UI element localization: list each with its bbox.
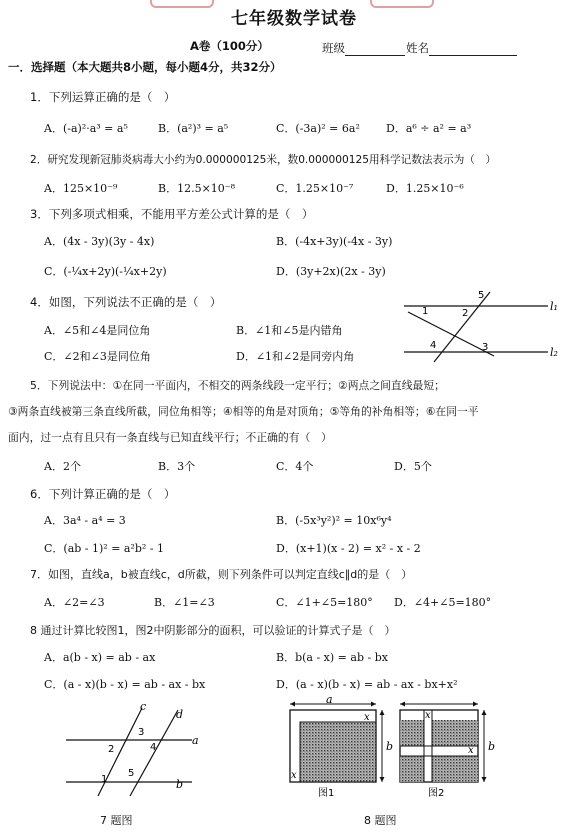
q3-option-d[interactable]: D．(3y+2x)(2x - 3y) bbox=[276, 265, 386, 278]
fig2-shade-tl bbox=[400, 720, 424, 746]
angle-4: 4 bbox=[150, 742, 157, 753]
label-b-1: b bbox=[386, 740, 394, 753]
q2-option-d[interactable]: D．1.25×10⁻⁶ bbox=[386, 182, 464, 195]
q4-option-a[interactable]: A．∠5和∠4是同位角 bbox=[44, 324, 151, 337]
q2-stem: 2．研究发现新冠肺炎病毒大小约为0.000000125米，数0.000000125用科学记数法表示为（ ） bbox=[30, 154, 497, 166]
q3-option-b[interactable]: B．(-4x+3y)(-4x - 3y) bbox=[276, 235, 393, 248]
class-label: 班级 bbox=[322, 41, 345, 55]
label-l2: l₂ bbox=[550, 346, 558, 359]
q6-option-d[interactable]: D．(x+1)(x - 2) = x² - x - 2 bbox=[276, 542, 421, 555]
label-x-2b: x bbox=[468, 745, 474, 756]
class-field[interactable] bbox=[322, 40, 405, 56]
q7-option-c[interactable]: C．∠1+∠5=180° bbox=[276, 596, 373, 609]
q8-option-c[interactable]: C．(a - x)(b - x) = ab - ax - bx bbox=[44, 678, 206, 691]
name-blank[interactable] bbox=[429, 43, 517, 56]
q8-stem: 8 通过计算比较图1，图2中阴影部分的面积，可以验证的计算式子是（ ） bbox=[30, 624, 396, 637]
q8-option-b[interactable]: B．b(a - x) = ab - bx bbox=[276, 651, 388, 664]
name-field[interactable] bbox=[406, 40, 517, 56]
q6-option-a[interactable]: A．3a⁴ - a⁴ = 3 bbox=[44, 514, 126, 527]
exam-title: 七年级数学试卷 bbox=[231, 9, 357, 29]
q5-option-b[interactable]: B．3个 bbox=[158, 460, 196, 473]
angle-1: 1 bbox=[101, 774, 108, 785]
paper-label: A卷（100分） bbox=[190, 39, 269, 53]
q1-stem: 1．下列运算正确的是（ ） bbox=[30, 90, 176, 104]
label-x-2a: x bbox=[425, 710, 431, 721]
q7-option-d[interactable]: D．∠4+∠5=180° bbox=[394, 596, 492, 609]
angle-2: 2 bbox=[462, 308, 469, 319]
angle-4: 4 bbox=[430, 340, 437, 351]
fig1-shaded bbox=[300, 722, 376, 782]
q6-option-c[interactable]: C．(ab - 1)² = a²b² - 1 bbox=[44, 542, 165, 555]
class-blank[interactable] bbox=[345, 43, 405, 56]
q5-option-a[interactable]: A．2个 bbox=[44, 460, 81, 473]
q3-option-c[interactable]: C．(-¼x+2y)(-¼x+2y) bbox=[44, 265, 167, 278]
fig2-caption: 图2 bbox=[428, 788, 445, 799]
q7-option-a[interactable]: A．∠2=∠3 bbox=[44, 596, 105, 609]
name-label: 姓名 bbox=[406, 41, 429, 55]
q5-option-d[interactable]: D．5个 bbox=[394, 460, 432, 473]
label-a: a bbox=[192, 734, 199, 747]
q4-stem: 4．如图，下列说法不正确的是（ ） bbox=[30, 295, 222, 309]
q5-stem-line3: 面内，过一点有且只有一条直线与已知直线平行；不正确的有（ ） bbox=[8, 431, 332, 444]
q1-option-d[interactable]: D．a⁶ ÷ a² = a³ bbox=[386, 122, 472, 135]
q2-option-b[interactable]: B．12.5×10⁻⁸ bbox=[158, 182, 236, 195]
q4-option-d[interactable]: D．∠1和∠2是同旁内角 bbox=[236, 350, 355, 363]
q4-option-c[interactable]: C．∠2和∠3是同位角 bbox=[44, 350, 151, 363]
label-a-1: a bbox=[326, 696, 333, 706]
q8-figures bbox=[282, 696, 502, 802]
q8-option-a[interactable]: A．a(b - x) = ab - ax bbox=[44, 651, 156, 664]
q6-stem: 6．下列计算正确的是（ ） bbox=[30, 487, 176, 501]
q2-option-a[interactable]: A．125×10⁻⁹ bbox=[44, 182, 118, 195]
q3-stem: 3．下列多项式相乘，不能用平方差公式计算的是（ ） bbox=[30, 207, 314, 221]
q4-figure bbox=[398, 284, 558, 366]
fig1-caption: 图1 bbox=[318, 788, 335, 799]
q8-figure-caption: 8 题图 bbox=[364, 814, 397, 827]
q6-option-b[interactable]: B．(-5x³y²)² = 10x⁶y⁴ bbox=[276, 514, 392, 527]
label-b-2: b bbox=[488, 740, 496, 753]
label-b: b bbox=[176, 778, 184, 791]
angle-5: 5 bbox=[128, 768, 135, 779]
q5-stem-line1: 5．下列说法中：①在同一平面内，不相交的两条线段一定平行；②两点之间直线最短； bbox=[30, 379, 445, 392]
line-d bbox=[130, 710, 178, 796]
q3-option-a[interactable]: A．(4x - 3y)(3y - 4x) bbox=[44, 235, 155, 248]
q1-option-a[interactable]: A．(-a)²·a³ = a⁵ bbox=[44, 122, 128, 135]
fig2-shade-tr bbox=[432, 720, 478, 746]
q7-option-b[interactable]: B．∠1=∠3 bbox=[154, 596, 215, 609]
label-c: c bbox=[140, 700, 147, 713]
fig2-shade-bl bbox=[400, 756, 424, 782]
label-x-1b: x bbox=[291, 770, 297, 781]
q1-option-b[interactable]: B．(a²)³ = a⁵ bbox=[158, 122, 229, 135]
label-x-1a: x bbox=[364, 712, 370, 723]
angle-2: 2 bbox=[108, 744, 115, 755]
label-d: d bbox=[176, 708, 184, 721]
angle-5: 5 bbox=[478, 290, 485, 301]
angle-3: 3 bbox=[482, 342, 489, 353]
q5-stem-line2: ③两条直线被第三条直线所截，同位角相等；④相等的角是对顶角；⑤等角的补角相等；⑥在同一平 bbox=[8, 405, 479, 418]
label-l1: l₁ bbox=[550, 300, 558, 313]
q1-option-c[interactable]: C．(-3a)² = 6a² bbox=[276, 122, 360, 135]
q7-stem: 7．如图，直线a，b被直线c，d所截，则下列条件可以判定直线c∥d的是（ ） bbox=[30, 568, 413, 581]
q8-option-d[interactable]: D．(a - x)(b - x) = ab - ax - bx+x² bbox=[276, 678, 458, 691]
fig2-shade-br bbox=[432, 756, 478, 782]
q7-figure bbox=[60, 700, 200, 810]
angle-3: 3 bbox=[138, 727, 145, 738]
section-heading: 一．选择题（本大题共8小题，每小题4分，共32分） bbox=[8, 60, 282, 74]
q2-option-c[interactable]: C．1.25×10⁻⁷ bbox=[276, 182, 354, 195]
q4-option-b[interactable]: B．∠1和∠5是内错角 bbox=[236, 324, 343, 337]
angle-1: 1 bbox=[422, 306, 429, 317]
q7-figure-caption: 7 题图 bbox=[100, 814, 133, 827]
q5-option-c[interactable]: C．4个 bbox=[276, 460, 314, 473]
